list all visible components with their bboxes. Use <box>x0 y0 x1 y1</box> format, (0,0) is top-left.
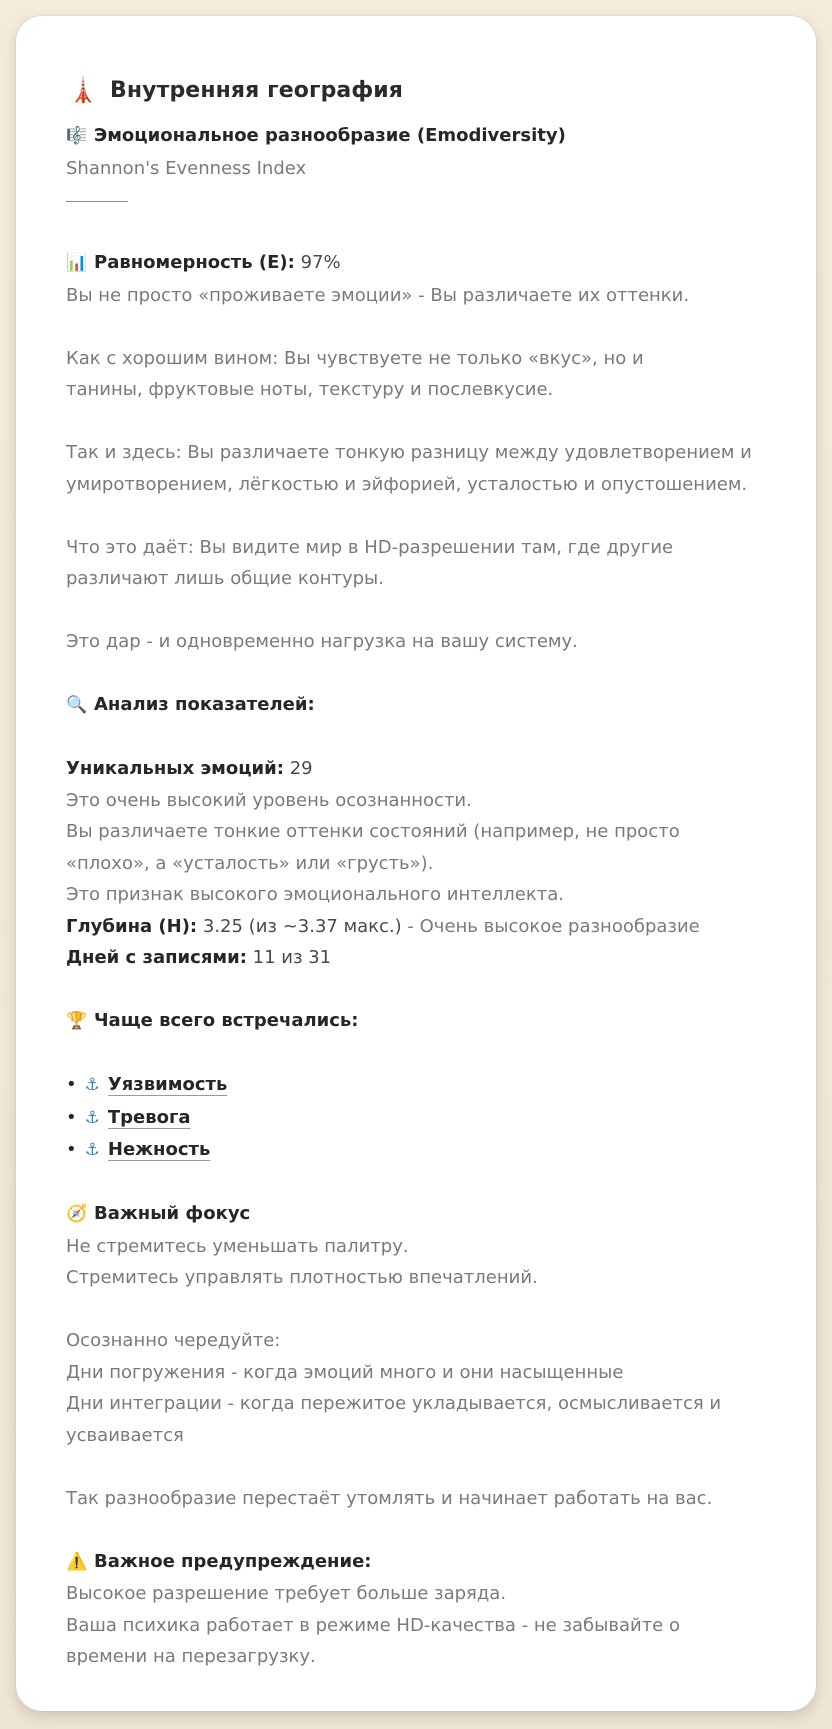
warning-line: Высокое разрешение требует больше заряда. <box>66 1583 507 1604</box>
bullet-dot: • <box>66 1074 77 1095</box>
analysis-line: Вы различаете тонкие оттенки состояний (например, не просто «плохо», а «усталость» или «грусть»). <box>66 821 680 874</box>
message-card <box>16 16 816 1711</box>
alternate-intro: Осознанно чередуйте: <box>66 1330 281 1351</box>
days-label: Дней с записями: <box>66 947 247 968</box>
emotion-link-vulnerability[interactable]: Уязвимость <box>107 1074 228 1095</box>
card-title-row <box>66 64 766 116</box>
days-row <box>66 942 766 974</box>
list-item <box>66 1102 766 1135</box>
focus-line: Стремитесь управлять плотностью впечатлений. <box>66 1267 538 1288</box>
magnifier-icon: 🔍 <box>66 695 88 715</box>
evenness-index-subheading: Shannon's Evenness Index <box>66 157 307 179</box>
warning-icon: ⚠️ <box>66 1551 88 1572</box>
warning-heading <box>66 1546 766 1579</box>
bar-chart-icon: 📊 <box>66 253 88 273</box>
focus-heading <box>66 1198 766 1231</box>
card-title: Внутренняя география <box>110 77 404 103</box>
days-value: 11 из 31 <box>252 947 332 968</box>
bullet-dot: • <box>66 1139 77 1160</box>
anchor-icon: ⚓ <box>84 1107 100 1128</box>
emotion-link-tenderness[interactable]: Нежность <box>107 1139 211 1160</box>
list-item <box>66 1134 766 1167</box>
frequent-heading <box>66 1005 766 1038</box>
unique-emotions-row <box>66 753 766 785</box>
list-item <box>66 1069 766 1102</box>
divider <box>66 184 766 216</box>
anchor-icon: ⚓ <box>84 1075 100 1095</box>
evenness-row <box>66 247 766 280</box>
alternate-line: Дни погружения - когда эмоций много и они насыщенные <box>66 1361 624 1383</box>
depth-label: Глубина (H): <box>66 915 198 937</box>
depth-note: - Очень высокое разнообразие <box>401 915 700 937</box>
unique-emotions-label: Уникальных эмоций: <box>66 758 284 779</box>
music-score-icon: 🎼 <box>66 126 88 146</box>
paragraph: Вы не просто «проживаете эмоции» - Вы различаете их оттенки. <box>66 284 690 306</box>
analysis-line: Это признак высокого эмоционального интеллекта. <box>66 884 564 905</box>
section-emodiversity-heading <box>66 120 766 153</box>
analysis-line: Это очень высокий уровень осознанности. <box>66 789 472 811</box>
emodiversity-heading-text: Эмоциональное разнообразие (Emodiversity) <box>94 125 566 146</box>
unique-emotions-value: 29 <box>289 758 313 779</box>
focus-heading-text: Важный фокус <box>94 1203 251 1224</box>
warning-line: Ваша психика работает в режиме HD-качества - не забывайте о времени на перезагрузку. <box>66 1614 680 1667</box>
evenness-value: 97% <box>300 252 341 273</box>
warning-heading-text: Важное предупреждение: <box>94 1550 372 1572</box>
depth-row <box>66 911 766 943</box>
trophy-icon: 🏆 <box>66 1011 88 1031</box>
compass-icon: 🧭 <box>66 1204 88 1224</box>
tower-icon: 🗼 <box>68 76 98 104</box>
paragraph: Так и здесь: Вы различаете тонкую разницу между удовлетворением и умиротворением, лёгкостью и эйфорией, усталостью и опустошением. <box>66 442 752 495</box>
bullet-dot: • <box>66 1106 77 1128</box>
paragraph: Это дар - и одновременно нагрузка на вашу систему. <box>66 631 578 652</box>
focus-closing: Так разнообразие перестаёт утомлять и начинает работать на вас. <box>66 1487 713 1509</box>
evenness-label: Равномерность (E): <box>94 252 295 273</box>
alternate-line: Дни интеграции - когда пережитое укладывается, осмысливается и усваивается <box>66 1393 722 1446</box>
paragraph: Что это даёт: Вы видите мир в HD-разрешении там, где другие различают лишь общие контуры. <box>66 536 674 589</box>
paragraph: Как с хорошим вином: Вы чувствуете не только «вкус», но и танины, фруктовые ноты, текстуру и послевкусие. <box>66 347 644 400</box>
analysis-heading-text: Анализ показателей: <box>94 694 315 715</box>
anchor-icon: ⚓ <box>84 1140 100 1160</box>
focus-line: Не стремитесь уменьшать палитру. <box>66 1235 409 1257</box>
frequent-heading-text: Чаще всего встречались: <box>94 1010 359 1031</box>
depth-value: 3.25 (из ~3.37 макс.) <box>202 915 402 937</box>
emotion-link-anxiety[interactable]: Тревога <box>107 1106 191 1128</box>
analysis-heading <box>66 689 766 722</box>
